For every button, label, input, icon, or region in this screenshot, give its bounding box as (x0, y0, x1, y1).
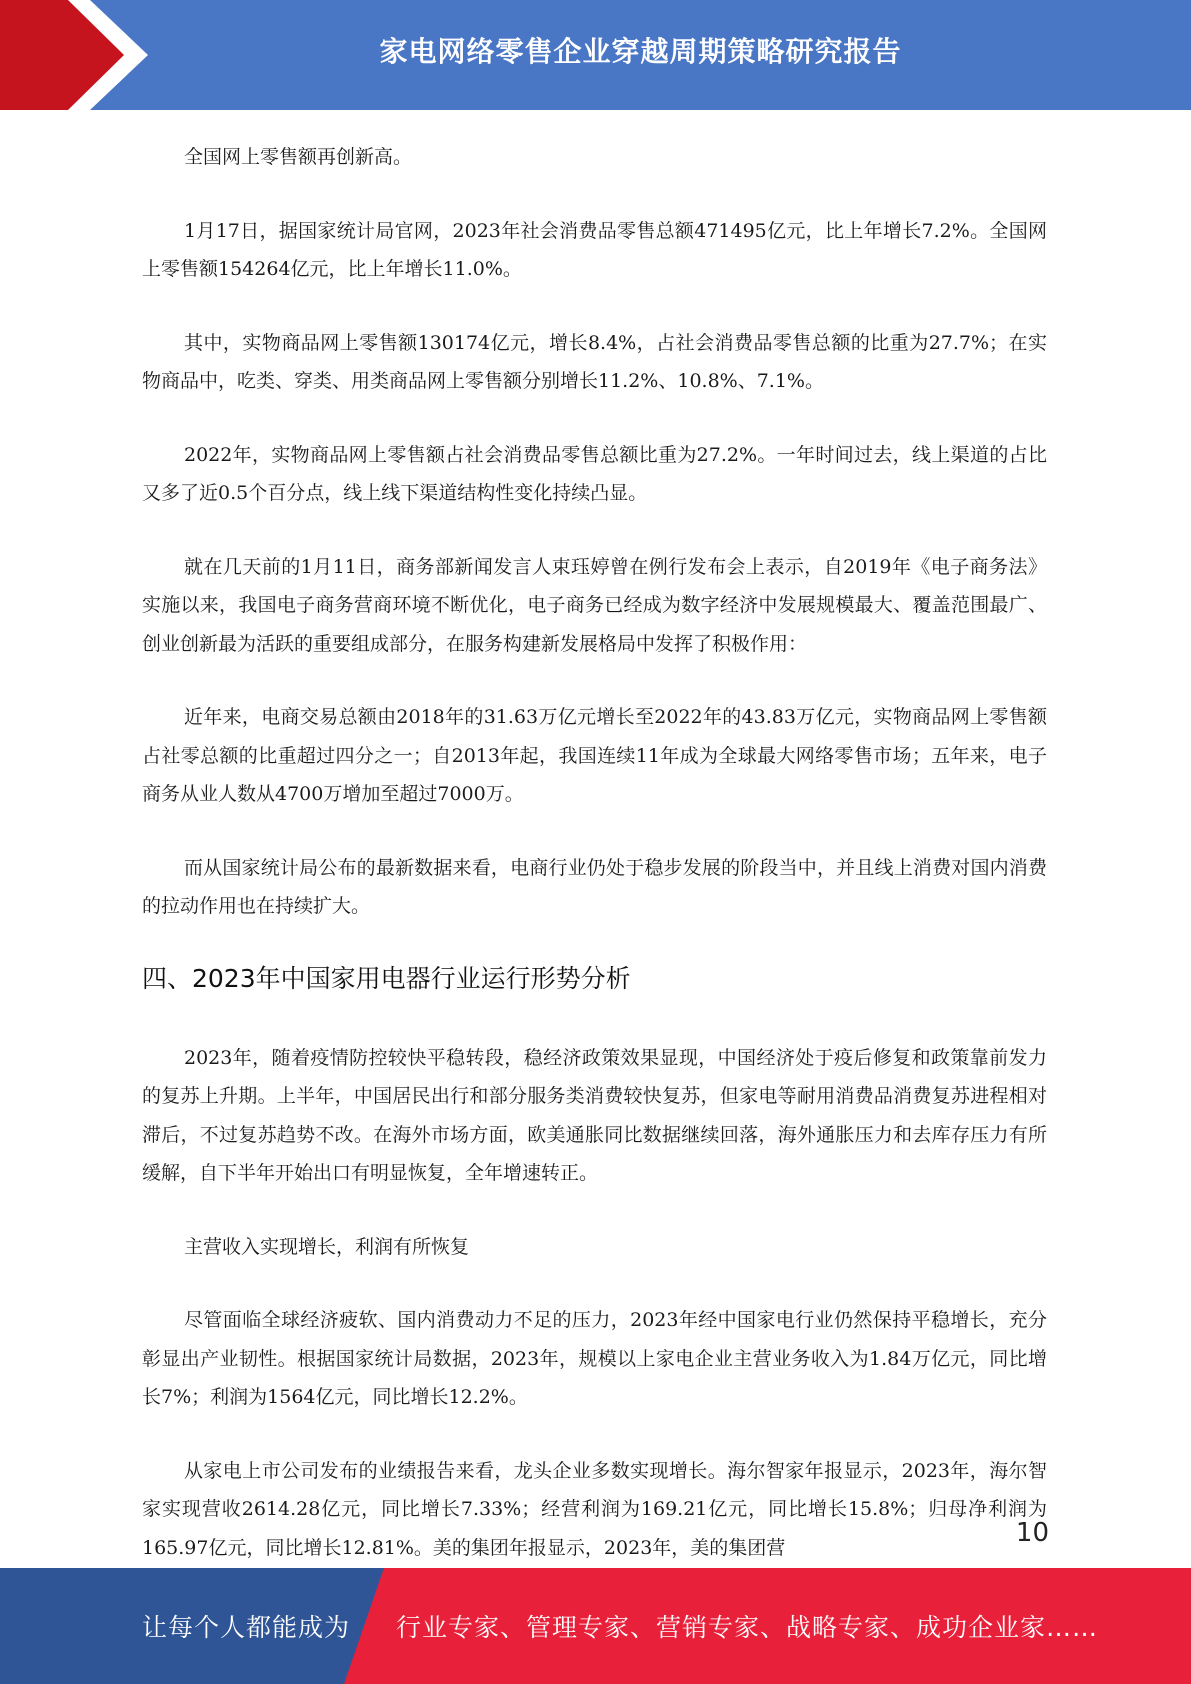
paragraph: 就在几天前的1月11日，商务部新闻发言人束珏婷曾在例行发布会上表示，自2019年《电子商务法》实施以来，我国电子商务营商环境不断优化，电子商务已经成为数字经济中发展规模最大、覆盖范围最广、创业创新最为活跃的重要组成部分，在服务构建新发展格局中发挥了积极作用： (142, 555, 1047, 655)
paragraph: 2022年，实物商品网上零售额占社会消费品零售总额比重为27.2%。一年时间过去，线上渠道的占比又多了近0.5个百分点，线上线下渠道结构性变化持续凸显。 (142, 443, 1047, 504)
subheading-paragraph: 主营收入实现增长，利润有所恢复 (184, 1235, 470, 1258)
paragraph: 从家电上市公司发布的业绩报告来看，龙头企业多数实现增长。海尔智家年报显示，2023年，海尔智家实现营收2614.28亿元，同比增长7.33%；经营利润为169.21亿元，同比增长15.8%；归母净利润为165.97亿元，同比增长12.81%。美的集团年报显示，2023年，美的集团营 (142, 1459, 1047, 1559)
report-title: 家电网络零售企业穿越周期策略研究报告 (379, 35, 902, 68)
paragraph: 其中，实物商品网上零售额130174亿元，增长8.4%，占社会消费品零售总额的比重为27.7%；在实物商品中，吃类、穿类、用类商品网上零售额分别增长11.2%、10.8%、7.1%。 (142, 331, 1047, 392)
paragraph: 1月17日，据国家统计局官网，2023年社会消费品零售总额471495亿元，比上年增长7.2%。全国网上零售额154264亿元，比上年增长11.0%。 (142, 219, 1047, 280)
paragraph: 而从国家统计局公布的最新数据来看，电商行业仍处于稳步发展的阶段当中，并且线上消费对国内消费的拉动作用也在持续扩大。 (142, 856, 1047, 917)
paragraph: 全国网上零售额再创新高。 (184, 146, 413, 168)
paragraph: 2023年，随着疫情防控较快平稳转段，稳经济政策效果显现，中国经济处于疫后修复和政策靠前发力的复苏上升期。上半年，中国居民出行和部分服务类消费较快复苏，但家电等耐用消费品消费复苏进程相对滞后，不过复苏趋势不改。在海外市场方面，欧美通胀同比数据继续回落，海外通胀压力和去库存压力有所缓解，自下半年开始出口有明显恢复，全年增速转正。 (142, 1046, 1047, 1184)
page-number: 10 (1015, 1518, 1049, 1548)
footer-slogan-left: 让每个人都能成为 (142, 1613, 351, 1642)
section-heading: 四、2023年中国家用电器行业运行形势分析 (142, 963, 631, 993)
page-header (0, 0, 1191, 110)
paragraph: 尽管面临全球经济疲软、国内消费动力不足的压力，2023年经中国家电行业仍然保持平稳增长，充分彰显出产业韧性。根据国家统计局数据，2023年，规模以上家电企业主营业务收入为1.84万亿元，同比增长7%；利润为1564亿元，同比增长12.2%。 (142, 1309, 1047, 1408)
paragraph: 近年来，电商交易总额由2018年的31.63万亿元增长至2022年的43.83万亿元，实物商品网上零售额占社零总额的比重超过四分之一；自2013年起，我国连续11年成为全球最大网络零售市场；五年来，电子商务从业人数从4700万增加至超过7000万。 (142, 706, 1047, 805)
page-footer (0, 1568, 1191, 1684)
footer-slogan-right: 行业专家、管理专家、营销专家、战略专家、成功企业家…… (396, 1613, 1099, 1642)
page-content (142, 138, 1047, 1602)
